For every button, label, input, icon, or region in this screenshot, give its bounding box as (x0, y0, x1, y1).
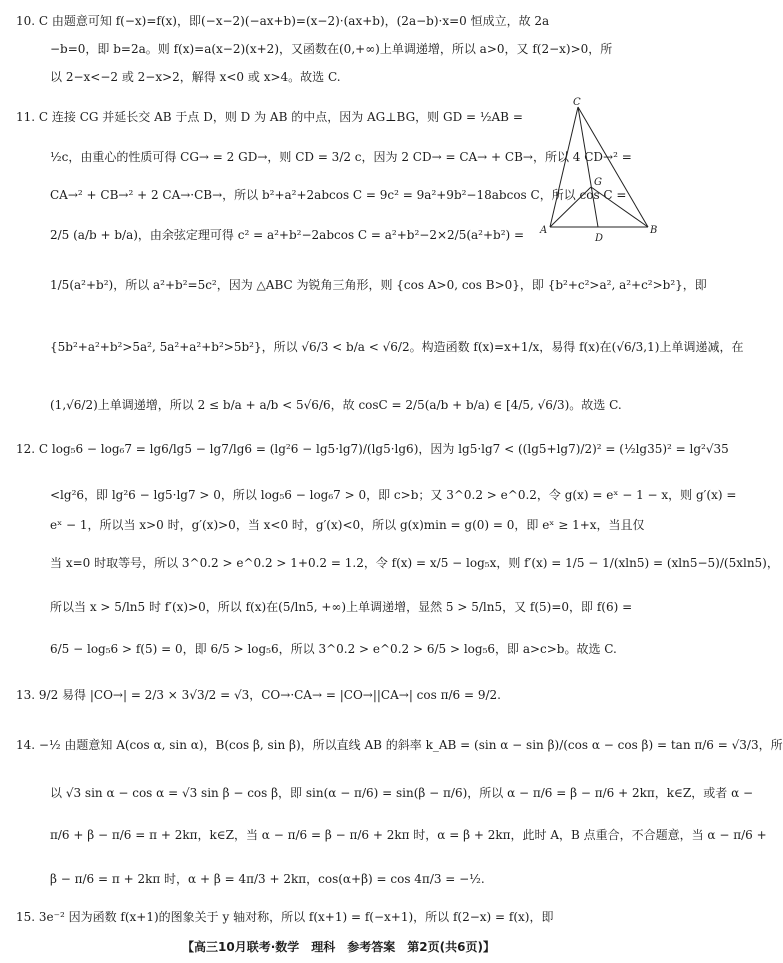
label-g: G (594, 177, 602, 188)
answer-line: 以 √3 sin α − cos α = √3 sin β − cos β，即 sin(α − π/6) = sin(β − π/6)，所以 α − π/6 = β − π/6 + 2kπ，k∈Z，或者 α − (50, 786, 754, 800)
edge-ca (550, 107, 578, 227)
label-d: D (595, 233, 604, 244)
answer-line: 14. −½ 由题意知 A(cos α, sin α)，B(cos β, sin β)，所以直线 AB 的斜率 k_AB = (sin α − sin β)/(cos α − cos β) = tan π/6 = √3/3，所 (16, 738, 783, 752)
answer-line: β − π/6 = π + 2kπ 时，α + β = 4π/3 + 2kπ，cos(α+β) = cos 4π/3 = −½. (50, 872, 485, 886)
page-footer: 【高三10月联考·数学 理科 参考答案 第2页(共6页)】 (182, 940, 495, 954)
answer-line: ½c，由重心的性质可得 CG→ = 2 GD→，则 CD = 3/2 c，因为 2 CD→ = CA→ + CB→，所以 4 CD→² = (50, 150, 632, 164)
answer-line: 6/5 − log₅6 > f(5) = 0，即 6/5 > log₅6，所以 3^0.2 > e^0.2 > 6/5 > log₅6，即 a>c>b。故选 C. (50, 642, 617, 656)
answer-line: 1/5(a²+b²)，所以 a²+b²=5c²，因为 △ABC 为锐角三角形，则 {cos A>0, cos B>0}，即 {b²+c²>a², a²+c²>b²}，即 (50, 278, 707, 292)
label-b: B (650, 225, 658, 236)
answer-line: 所以当 x > 5/ln5 时 f′(x)>0，所以 f(x)在(5/ln5, +∞)上单调递增，显然 5 > 5/ln5，又 f(5)=0，即 f(6) = (50, 600, 633, 614)
label-c: C (573, 97, 581, 108)
answer-line: 11. C 连接 CG 并延长交 AB 于点 D，则 D 为 AB 的中点，因为 AG⊥BG，则 GD = ½AB = (16, 110, 523, 124)
answer-line: 以 2−x<−2 或 2−x>2，解得 x<0 或 x>4。故选 C. (50, 70, 341, 84)
answer-line: 2/5 (a/b + b/a)，由余弦定理可得 c² = a²+b²−2abcos C = a²+b²−2×2/5(a²+b²) = (50, 228, 525, 242)
answer-line: eˣ − 1，所以当 x>0 时，g′(x)>0，当 x<0 时，g′(x)<0，所以 g(x)min = g(0) = 0，即 eˣ ≥ 1+x，当且仅 (50, 518, 645, 532)
answer-line: {5b²+a²+b²>5a², 5a²+a²+b²>5b²}，所以 √6/3 < b/a < √6/2。构造函数 f(x)=x+1/x，易得 f(x)在(√6/3,1)上单调递减，在 (50, 340, 744, 354)
answer-line: π/6 + β − π/6 = π + 2kπ，k∈Z，当 α − π/6 = β − π/6 + 2kπ 时，α = β + 2kπ，此时 A，B 点重合，不合题意，当 α − π/6 + (50, 828, 767, 842)
label-a: A (540, 225, 548, 236)
segment-bg (591, 187, 648, 227)
answer-line: 13. 9/2 易得 |CO→| = 2/3 × 3√3/2 = √3，CO→·CA→ = |CO→||CA→| cos π/6 = 9/2. (16, 688, 501, 702)
triangle-figure (540, 95, 660, 245)
answer-line: (1,√6/2)上单调递增，所以 2 ≤ b/a + a/b < 5√6/6，故 cosC = 2/5(a/b + b/a) ∈ [4/5, √6/3)。故选 C. (50, 398, 622, 412)
answer-line: <lg²6，即 lg²6 − lg5·lg7 > 0，所以 log₅6 − log₆7 > 0，即 c>b；又 3^0.2 > e^0.2，令 g(x) = eˣ − 1 − x，则 g′(x) = (50, 488, 737, 502)
answer-line: CA→² + CB→² + 2 CA→·CB→，所以 b²+a²+2abcos C = 9c² = 9a²+9b²−18abcos C，所以 cos C = (50, 188, 627, 202)
answer-line: 当 x=0 时取等号，所以 3^0.2 > e^0.2 > 1+0.2 = 1.2，令 f(x) = x/5 − log₅x，则 f′(x) = 1/5 − 1/(xln5) = (xln5−5)/(5xln5)， (50, 556, 779, 570)
answer-line: 10. C 由题意可知 f(−x)=f(x)，即(−x−2)(−ax+b)=(x−2)·(ax+b)，(2a−b)·x=0 恒成立，故 2a (16, 14, 550, 28)
answer-line: 12. C log₅6 − log₆7 = lg6/lg5 − lg7/lg6 = (lg²6 − lg5·lg7)/(lg5·lg6)，因为 lg5·lg7 < ((lg5+lg7)/2)² = (½lg35)² = lg²√35 (16, 442, 729, 456)
answer-line: 15. 3e⁻² 因为函数 f(x+1)的图象关于 y 轴对称，所以 f(x+1) = f(−x+1)，所以 f(2−x) = f(x)，即 (16, 910, 554, 924)
segment-ag (550, 187, 591, 227)
answer-line: −b=0，即 b=2a。则 f(x)=a(x−2)(x+2)，又函数在(0,+∞)上单调递增，所以 a>0，又 f(2−x)>0，所 (50, 42, 613, 56)
